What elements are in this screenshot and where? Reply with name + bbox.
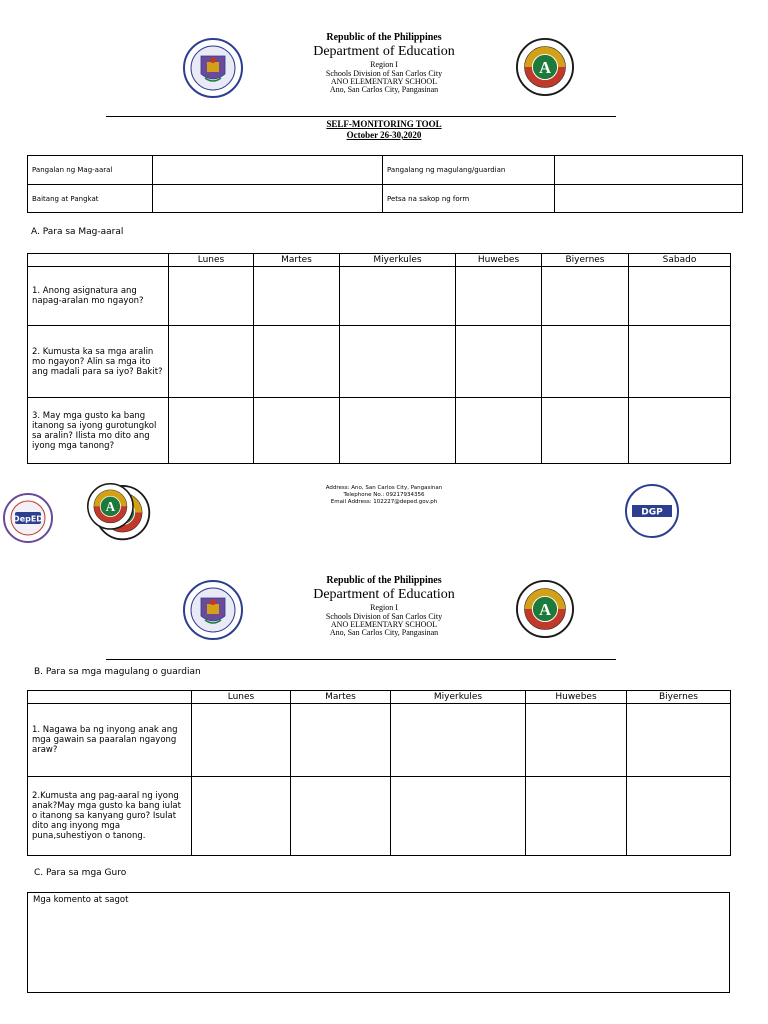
footer-contact (284, 485, 484, 506)
question-cell: 2. Kumusta ka sa mga aralin mo ngayon? Alin sa mga ito ang madali para sa iyo? Bakit? (28, 326, 169, 398)
address-line: Ano, San Carlos City, Pangasinan (329, 85, 439, 95)
region-line: Region I (370, 60, 398, 70)
answer-cell[interactable] (542, 398, 629, 464)
letterhead-page2 (234, 576, 534, 638)
corner-cell (28, 691, 192, 704)
answer-cell[interactable] (340, 267, 456, 326)
section-a-heading: A. Para sa Mag-aaral (31, 227, 124, 237)
table-row (28, 704, 731, 777)
header-rule (106, 116, 616, 117)
school-line: ANO ELEMENTARY SCHOOL (330, 76, 438, 86)
section-b-heading: B. Para sa mga magulang o guardian (34, 667, 201, 677)
answer-cell[interactable] (542, 326, 629, 398)
answer-cell[interactable] (192, 777, 291, 856)
answer-cell[interactable] (526, 704, 627, 777)
footer-telephone: Telephone No.: 09217934356 (343, 491, 425, 498)
answer-cell[interactable] (456, 267, 542, 326)
day-header: Huwebes (526, 691, 627, 704)
comments-label: Mga komento at sagot (33, 895, 129, 905)
day-header: Miyerkules (340, 254, 456, 267)
answer-cell[interactable] (340, 398, 456, 464)
department-line: Department of Education (313, 586, 455, 602)
answer-cell[interactable] (542, 267, 629, 326)
answer-cell[interactable] (254, 267, 340, 326)
answer-cell[interactable] (391, 777, 526, 856)
question-cell: 2.Kumusta ang pag-aaral ng iyong anak?May mga gusto ka bang iulat o itanong sa kanyang guro? Isulat dito ang inyong mga puna,suhestiyon o tanong. (28, 777, 192, 856)
answer-cell[interactable] (629, 326, 731, 398)
teacher-comments-box[interactable] (27, 892, 730, 993)
day-header: Lunes (192, 691, 291, 704)
answer-cell[interactable] (526, 777, 627, 856)
deped-badge-text: DepED (13, 514, 43, 524)
table-row (28, 777, 731, 856)
answer-cell[interactable] (629, 267, 731, 326)
school-seal-stacked-logo (85, 483, 155, 545)
date-range: October 26-30,2020 (346, 129, 422, 140)
answer-cell[interactable] (169, 326, 254, 398)
deped-badge-logo (3, 493, 53, 543)
answer-cell[interactable] (291, 704, 391, 777)
date-coverage-field[interactable] (555, 185, 743, 213)
answer-cell[interactable] (391, 704, 526, 777)
day-header: Biyernes (542, 254, 629, 267)
tool-title: SELF-MONITORING TOOL (326, 119, 442, 129)
answer-cell[interactable] (169, 398, 254, 464)
table-row (28, 326, 731, 398)
letterhead (234, 33, 534, 95)
answer-cell[interactable] (627, 704, 731, 777)
answer-cell[interactable] (627, 777, 731, 856)
footer-address: Address: Ano, San Carlos City, Pangasinan (325, 485, 443, 491)
republic-line: Republic of the Philippines (326, 575, 442, 586)
table-row (28, 267, 731, 326)
section-a-table (27, 253, 731, 464)
dgp-logo (624, 483, 680, 539)
day-header: Martes (254, 254, 340, 267)
day-header: Miyerkules (391, 691, 526, 704)
answer-cell[interactable] (169, 267, 254, 326)
student-name-label: Pangalan ng Mag-aaral (28, 156, 153, 185)
department-line: Department of Education (313, 43, 455, 59)
guardian-label: Pangalang ng magulang/guardian (383, 156, 555, 185)
section-c-heading: C. Para sa mga Guro (34, 868, 127, 878)
address-line: Ano, San Carlos City, Pangasinan (329, 628, 439, 638)
day-header: Biyernes (627, 691, 731, 704)
question-cell: 3. May mga gusto ka bang itanong sa iyong gurotungkol sa aralin? Ilista mo dito ang iyong mga tanong? (28, 398, 169, 464)
student-info-table (27, 155, 743, 213)
answer-cell[interactable] (291, 777, 391, 856)
region-line: Region I (370, 603, 398, 613)
school-line: ANO ELEMENTARY SCHOOL (330, 619, 438, 629)
answer-cell[interactable] (254, 326, 340, 398)
answer-cell[interactable] (456, 326, 542, 398)
table-row (28, 398, 731, 464)
grade-section-label: Baitang at Pangkat (28, 185, 153, 213)
answer-cell[interactable] (192, 704, 291, 777)
guardian-field[interactable] (555, 156, 743, 185)
date-coverage-label: Petsa na sakop ng form (383, 185, 555, 213)
day-header: Martes (291, 691, 391, 704)
corner-cell (28, 254, 169, 267)
answer-cell[interactable] (340, 326, 456, 398)
division-line: Schools Division of San Carlos City (325, 611, 443, 621)
footer-email: Email Address: 102227@deped.gov.ph (330, 498, 438, 505)
question-cell: 1. Nagawa ba ng inyong anak ang mga gawain sa paaralan ngayong araw? (28, 704, 192, 777)
student-name-field[interactable] (153, 156, 383, 185)
document-title (234, 119, 534, 141)
division-line: Schools Division of San Carlos City (325, 68, 443, 78)
section-b-table (27, 690, 731, 856)
answer-cell[interactable] (456, 398, 542, 464)
answer-cell[interactable] (254, 398, 340, 464)
day-header: Huwebes (456, 254, 542, 267)
day-header: Lunes (169, 254, 254, 267)
day-header: Sabado (629, 254, 731, 267)
grade-section-field[interactable] (153, 185, 383, 213)
republic-line: Republic of the Philippines (326, 32, 442, 43)
dgp-text: DGP (641, 507, 663, 518)
answer-cell[interactable] (629, 398, 731, 464)
header-rule (106, 659, 616, 660)
question-cell: 1. Anong asignatura ang napag-aralan mo ngayon? (28, 267, 169, 326)
